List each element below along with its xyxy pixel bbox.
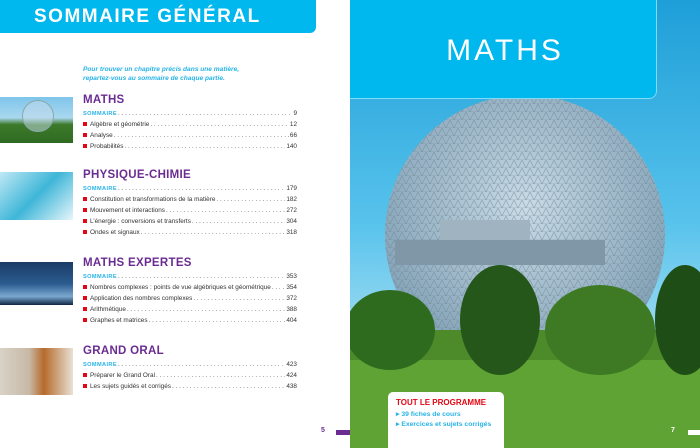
physique-thumbnail xyxy=(0,172,73,220)
section-maths xyxy=(83,94,297,152)
toc-item[interactable]: Constitution et transformations de la matière . . . 182 xyxy=(83,194,297,205)
page-number: 7 xyxy=(671,427,675,434)
sommaire-link[interactable]: SOMMAIRE . . . 423 xyxy=(83,359,297,370)
page-marker xyxy=(688,430,700,435)
maths-expertes-thumbnail xyxy=(0,262,73,305)
toc-item[interactable]: Graphes et matrices . . . 404 xyxy=(83,315,297,326)
page-marker xyxy=(336,430,350,435)
intro-line: Pour trouver un chapitre précis dans une matière, xyxy=(83,66,240,73)
section-title: PHYSIQUE-CHIMIE xyxy=(83,169,192,181)
toc-item[interactable]: Algèbre et géométrie . . . 12 xyxy=(83,119,297,130)
programme-title: TOUT LE PROGRAMME xyxy=(396,398,487,407)
programme-item: ▸ Exercices et sujets corrigés xyxy=(396,421,492,428)
right-page xyxy=(350,0,700,448)
page-number: 5 xyxy=(321,427,325,434)
maths-thumbnail xyxy=(0,97,73,143)
section-title: MATHS EXPERTES xyxy=(83,257,192,269)
sommaire-link[interactable]: SOMMAIRE . . . 9 xyxy=(83,108,297,119)
toc-item[interactable]: Les sujets guidés et corrigés . . . 438 xyxy=(83,381,297,392)
section-physique-chimie xyxy=(83,169,297,238)
toc-item[interactable]: Ondes et signaux . . . 318 xyxy=(83,227,297,238)
subject-header xyxy=(350,0,657,99)
section-maths-expertes xyxy=(83,257,297,326)
page-title: SOMMAIRE GÉNÉRAL xyxy=(34,6,261,27)
sommaire-link[interactable]: SOMMAIRE . . . 179 xyxy=(83,183,297,194)
section-title: GRAND ORAL xyxy=(83,345,164,357)
triangle-bullet-icon: ▸ xyxy=(396,421,402,428)
toc-item[interactable]: Analyse . . . 66 xyxy=(83,130,297,141)
sommaire-link[interactable]: SOMMAIRE . . . 353 xyxy=(83,271,297,282)
toc-item[interactable]: L’énergie : conversions et transferts . . . 304 xyxy=(83,216,297,227)
toc-item[interactable]: Application des nombres complexes . . . 372 xyxy=(83,293,297,304)
section-title: MATHS xyxy=(83,94,125,106)
intro-line: repartez-vous au sommaire de chaque partie. xyxy=(83,75,225,82)
toc-item[interactable]: Arithmétique . . . 388 xyxy=(83,304,297,315)
toc-item[interactable]: Nombres complexes : points de vue algébriques et géométrique . . . 354 xyxy=(83,282,297,293)
grand-oral-thumbnail xyxy=(0,348,73,395)
section-grand-oral xyxy=(83,345,297,392)
programme-box xyxy=(388,392,504,448)
subject-title: MATHS xyxy=(446,34,564,67)
toc-item[interactable]: Préparer le Grand Oral . . . 424 xyxy=(83,370,297,381)
page-header xyxy=(0,0,316,33)
intro-text xyxy=(83,65,239,83)
programme-item: ▸ 39 fiches de cours xyxy=(396,411,461,418)
toc-item[interactable]: Mouvement et interactions . . . 272 xyxy=(83,205,297,216)
triangle-bullet-icon: ▸ xyxy=(396,411,402,418)
toc-item[interactable]: Probabilités . . . 140 xyxy=(83,141,297,152)
